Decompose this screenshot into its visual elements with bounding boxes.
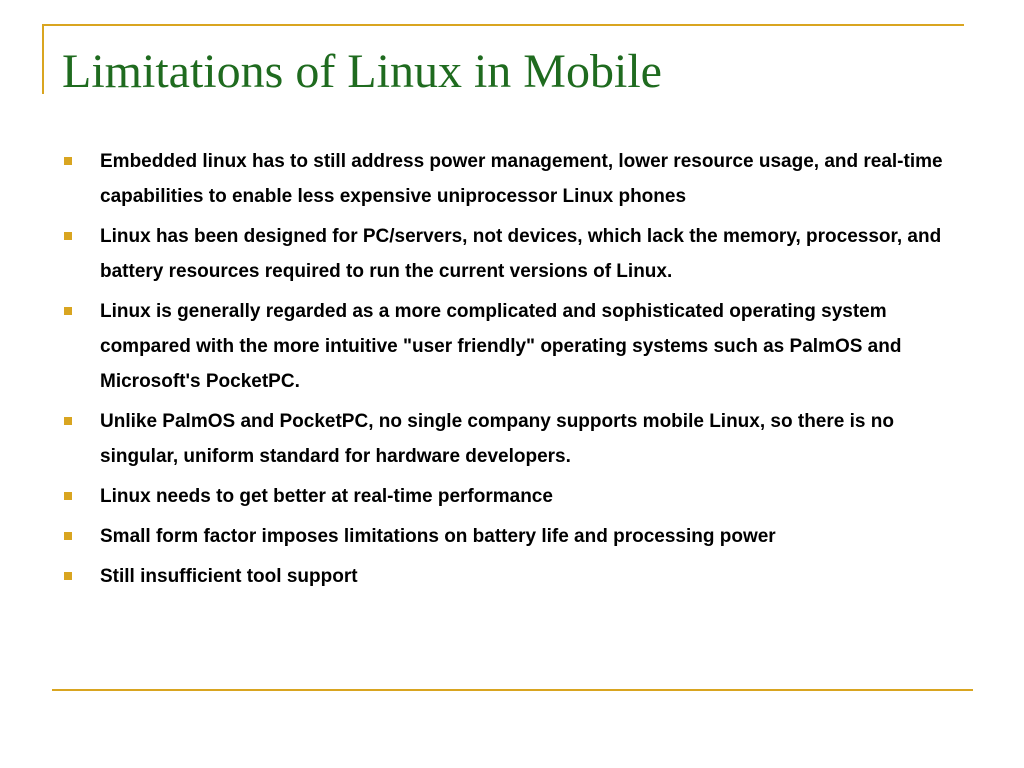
bullet-item xyxy=(62,479,972,514)
footer-divider xyxy=(52,689,973,691)
bullet-list xyxy=(62,144,972,599)
square-bullet-icon xyxy=(64,532,72,540)
bullet-text: Small form factor imposes limitations on battery life and processing power xyxy=(100,526,776,547)
bullet-item xyxy=(62,559,972,594)
bullet-text: Embedded linux has to still address power management, lower resource usage, and real-time capabilities to enable less expensive uniprocessor Linux phones xyxy=(100,151,943,207)
square-bullet-icon xyxy=(64,417,72,425)
slide-title: Limitations of Linux in Mobile xyxy=(62,45,662,98)
bullet-text: Unlike PalmOS and PocketPC, no single company supports mobile Linux, so there is no singular, uniform standard for hardware developers. xyxy=(100,411,894,467)
square-bullet-icon xyxy=(64,157,72,165)
square-bullet-icon xyxy=(64,572,72,580)
bullet-text: Linux has been designed for PC/servers, not devices, which lack the memory, processor, and battery resources required to run the current versions of Linux. xyxy=(100,226,942,282)
bullet-text: Linux needs to get better at real-time performance xyxy=(100,486,553,507)
bullet-item xyxy=(62,294,972,399)
frame-left-line xyxy=(42,24,44,94)
bullet-item xyxy=(62,219,972,289)
bullet-text: Still insufficient tool support xyxy=(100,566,358,587)
frame-top-line xyxy=(42,24,964,26)
square-bullet-icon xyxy=(64,232,72,240)
bullet-item xyxy=(62,519,972,554)
bullet-text: Linux is generally regarded as a more complicated and sophisticated operating system compared with the more intuitive "user friendly" operating systems such as PalmOS and Microsoft's PocketPC. xyxy=(100,301,902,392)
bullet-item xyxy=(62,404,972,474)
square-bullet-icon xyxy=(64,307,72,315)
square-bullet-icon xyxy=(64,492,72,500)
bullet-item xyxy=(62,144,972,214)
